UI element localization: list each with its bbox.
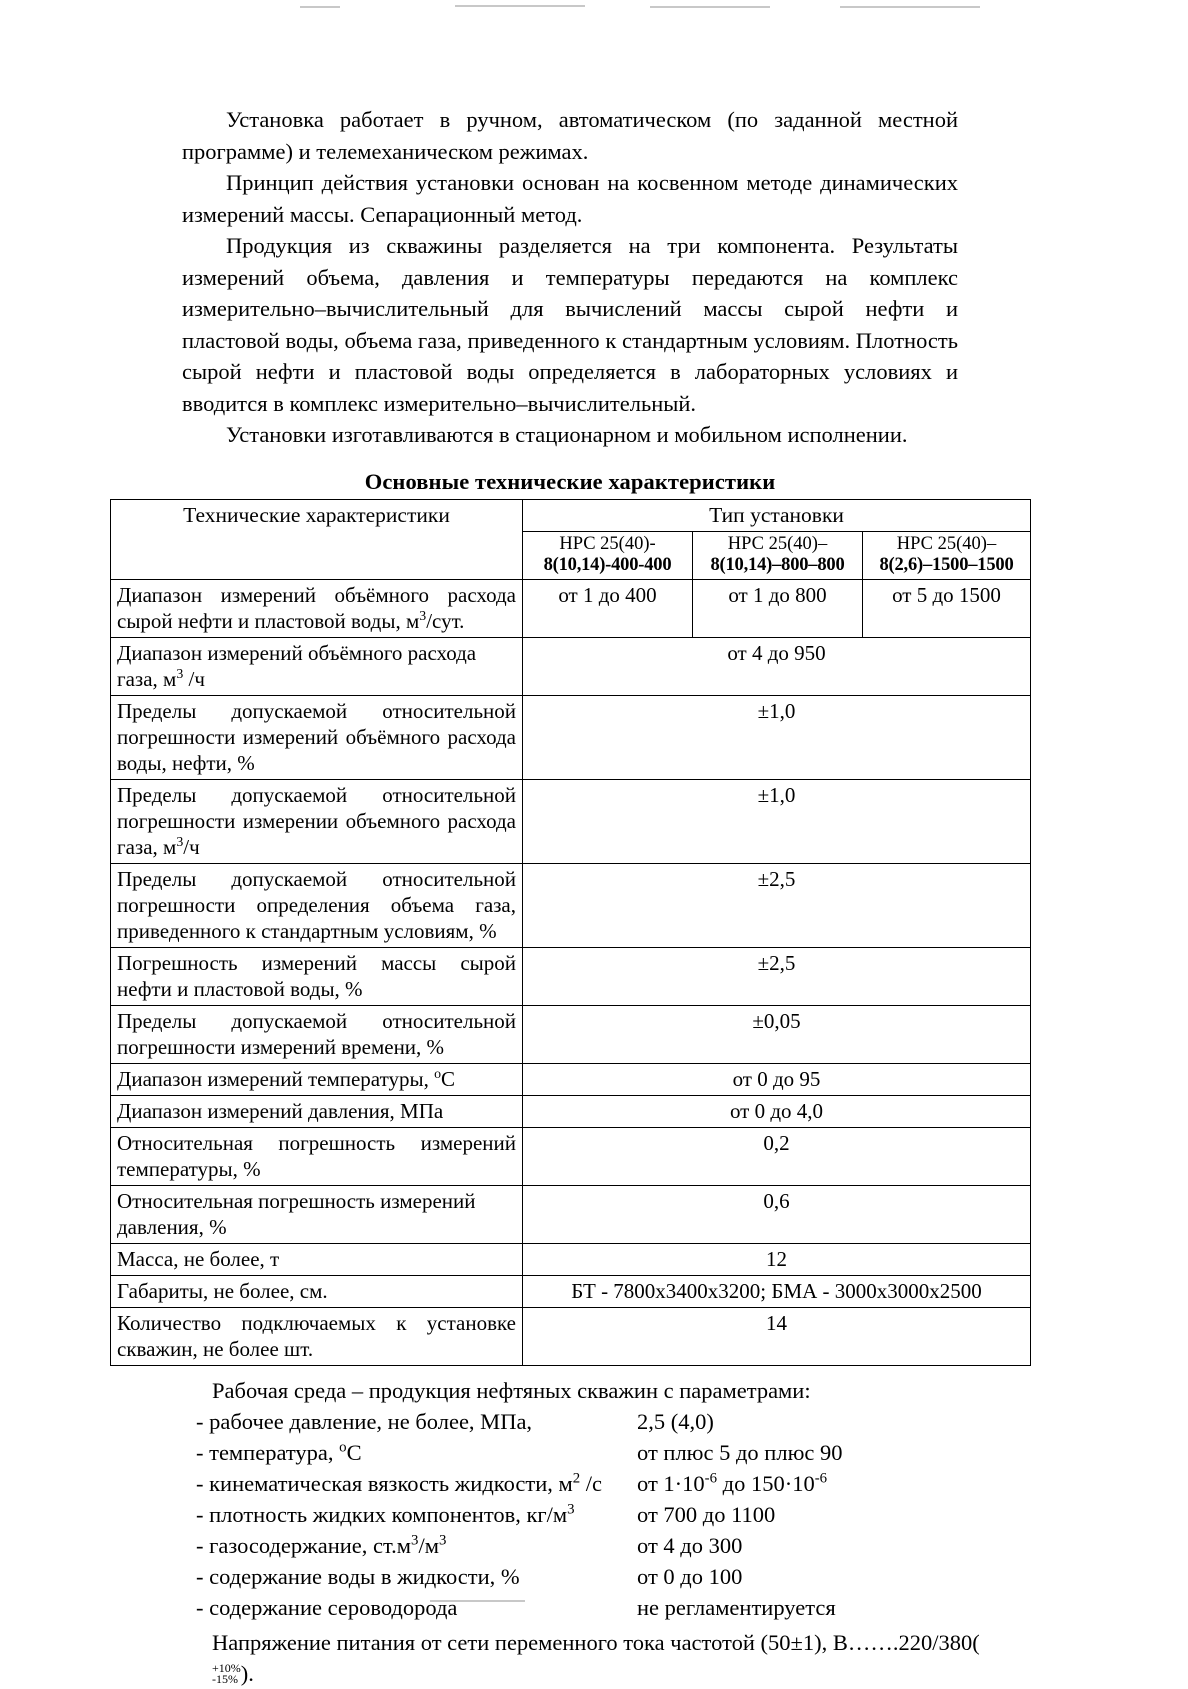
model-3-line1: НРС 25(40)–: [896, 533, 997, 554]
table-row: [111, 1275, 1031, 1307]
superscript: 2: [572, 1470, 581, 1486]
parameter-label: - содержание воды в жидкости, %: [196, 1563, 520, 1589]
superscript: 3: [176, 665, 184, 681]
tolerance-lower: -15%: [212, 1672, 238, 1687]
parameter-label: - газосодержание, $ст.м^3/м^3$: [196, 1532, 447, 1558]
technical-specifications-table: [110, 499, 1031, 1366]
parameter-value: от 700 до 1100: [637, 1501, 776, 1527]
row-value: от 0 до 4,0: [523, 1095, 1031, 1127]
table-row: [111, 1005, 1031, 1063]
table-row: [111, 579, 1031, 637]
header-model-2: [693, 531, 863, 579]
header-installation-type: Тип установки: [523, 499, 1031, 531]
power-supply-text-end: ).: [240, 1660, 254, 1686]
superscript: о: [434, 1065, 442, 1081]
row-characteristic-name: Пределы допускаемой относительной погрешности измерений времени, %: [111, 1005, 523, 1063]
row-characteristic-name: Относительная погрешность измерений давления, %: [111, 1185, 523, 1243]
row-value: ±1,0: [523, 779, 1031, 863]
row-characteristic-name: Погрешность измерений массы сырой нефти и пластовой воды, %: [111, 947, 523, 1005]
row-value: 0,6: [523, 1185, 1031, 1243]
table-row: [111, 637, 1031, 695]
row-characteristic-name: Габариты, не более, см.: [111, 1275, 523, 1307]
model-2-line1: НРС 25(40)–: [727, 533, 828, 554]
table-row: [111, 947, 1031, 1005]
row-characteristic-name: Масса, не более, т: [111, 1243, 523, 1275]
power-supply-text: Напряжение питания от сети переменного тока частотой (50±1), В…….220/380(: [212, 1629, 980, 1655]
table-body: [111, 579, 1031, 1365]
row-characteristic-name: Количество подключаемых к установке скважин, не более шт.: [111, 1307, 523, 1365]
superscript: -6: [814, 1470, 828, 1486]
scan-artifact: [455, 5, 585, 7]
row-characteristic-name: Диапазон измерений объёмного расхода газа, $м^3$ /ч: [111, 637, 523, 695]
table-row: [111, 779, 1031, 863]
row-value-1: от 1 до 400: [523, 579, 693, 637]
table-row: [111, 1243, 1031, 1275]
row-characteristic-name: Диапазон измерений температуры, $^о$С: [111, 1063, 523, 1095]
working-medium-parameter-list: [182, 1406, 1030, 1623]
parameter-item: [182, 1561, 1030, 1592]
parameter-item: [182, 1468, 1030, 1499]
parameter-label: - плотность жидких компонентов, $кг/м^3$: [196, 1501, 575, 1527]
parameter-item: [182, 1530, 1030, 1561]
superscript: 3: [567, 1501, 575, 1517]
paragraph-operating-modes: Установка работает в ручном, автоматическом (по заданной местной программе) и телемеханическом режимах.: [182, 107, 958, 164]
parameter-item: [182, 1437, 1030, 1468]
row-value-3: от 5 до 1500: [863, 579, 1031, 637]
model-2-line2: 8(10,14)–800–800: [710, 554, 845, 575]
voltage-tolerance: [182, 1663, 241, 1685]
row-value-2: от 1 до 800: [693, 579, 863, 637]
superscript: 3: [438, 1532, 447, 1548]
paragraph-measurement-complex: Продукция из скважины разделяется на три компонента. Результаты измерений объема, давления и температуры передаются на комплекс измерительно–вычислительный для вычислений массы сырой нефти и пластовой воды, объема газа, приведенного к стандартным условиям. Плотность сырой нефти и пластовой воды определяется в лабораторных условиях и вводится в комплекс измерительно–вычислительный.: [182, 233, 958, 416]
parameter-item: [182, 1499, 1030, 1530]
table-header-row-group: [111, 499, 1031, 531]
parameter-value: от $1\cdot 10^{-6}$ до $150\cdot 10^{-6}$: [637, 1470, 828, 1496]
row-characteristic-name: Пределы допускаемой относительной погрешности измерении объемного расхода газа, $м^3/ч$: [111, 779, 523, 863]
superscript: -6: [704, 1470, 718, 1486]
parameter-label: - содержание сероводорода: [196, 1594, 458, 1620]
parameter-value: от плюс 5 до плюс 90: [637, 1439, 843, 1465]
model-1-line2: 8(10,14)-400-400: [543, 554, 672, 575]
row-value: ±0,05: [523, 1005, 1031, 1063]
row-characteristic-name: Относительная погрешность измерений температуры, %: [111, 1127, 523, 1185]
header-model-1: [523, 531, 693, 579]
row-value: 14: [523, 1307, 1031, 1365]
model-1-line1: НРС 25(40)-: [559, 533, 656, 554]
working-medium-section: [110, 1375, 1030, 1689]
page-content: [110, 104, 1030, 1689]
tolerance-upper: +10%: [212, 1661, 241, 1676]
table-row: [111, 695, 1031, 779]
scan-artifact: [300, 6, 340, 8]
table-row: [111, 1063, 1031, 1095]
row-value: от 0 до 95: [523, 1063, 1031, 1095]
row-value: ±2,5: [523, 863, 1031, 947]
row-value: 0,2: [523, 1127, 1031, 1185]
row-characteristic-name: Пределы допускаемой относительной погрешности определения объема газа, приведенного к стандартным условиям, %: [111, 863, 523, 947]
row-value: ±1,0: [523, 695, 1031, 779]
table-row: [111, 863, 1031, 947]
superscript: 3: [176, 833, 184, 849]
row-characteristic-name: Диапазон измерений объёмного расхода сырой нефти и пластовой воды, $м^3$/сут.: [111, 579, 523, 637]
row-value: ±2,5: [523, 947, 1031, 1005]
parameter-value: от 4 до 300: [637, 1532, 743, 1558]
row-value: БТ - 7800х3400х3200; БМА - 3000х3000х2500: [523, 1275, 1031, 1307]
parameter-label: - температура, $^о$С: [196, 1439, 362, 1465]
superscript: 3: [419, 607, 427, 623]
table-row: [111, 1307, 1031, 1365]
superscript: о: [339, 1439, 347, 1455]
table-caption: Основные технические характеристики: [364, 468, 776, 494]
parameter-value: не регламентируется: [637, 1594, 836, 1620]
parameter-label: - рабочее давление, не более, МПа,: [196, 1408, 533, 1434]
table-row: [111, 1185, 1031, 1243]
superscript: 3: [411, 1532, 419, 1548]
scan-artifact: [650, 6, 770, 8]
paragraph-execution-types: Установки изготавливаются в стационарном и мобильном исполнении.: [226, 422, 908, 447]
parameter-item: [182, 1406, 1030, 1437]
parameter-item: [182, 1592, 1030, 1623]
row-characteristic-name: Пределы допускаемой относительной погрешности измерений объёмного расхода воды, нефти, %: [111, 695, 523, 779]
model-3-line2: 8(2,6)–1500–1500: [879, 554, 1014, 575]
header-model-3: [863, 531, 1031, 579]
table-row: [111, 1095, 1031, 1127]
table-row: [111, 1127, 1031, 1185]
row-value: от 4 до 950: [523, 637, 1031, 695]
parameter-value: от 0 до 100: [637, 1563, 743, 1589]
paragraph-operating-principle: Принцип действия установки основан на косвенном методе динамических измерений массы. Сепарационный метод.: [182, 170, 958, 227]
power-supply-line: [182, 1627, 1030, 1689]
working-medium-lead: Рабочая среда – продукция нефтяных скважин с параметрами:: [212, 1377, 811, 1403]
parameter-value: 2,5 (4,0): [637, 1408, 714, 1434]
row-value: 12: [523, 1243, 1031, 1275]
header-characteristics: Технические характеристики: [111, 499, 523, 579]
parameter-label: - кинематическая вязкость жидкости, $м^2$ /с: [196, 1470, 603, 1496]
scan-artifact: [840, 6, 980, 8]
row-characteristic-name: Диапазон измерений давления, МПа: [111, 1095, 523, 1127]
